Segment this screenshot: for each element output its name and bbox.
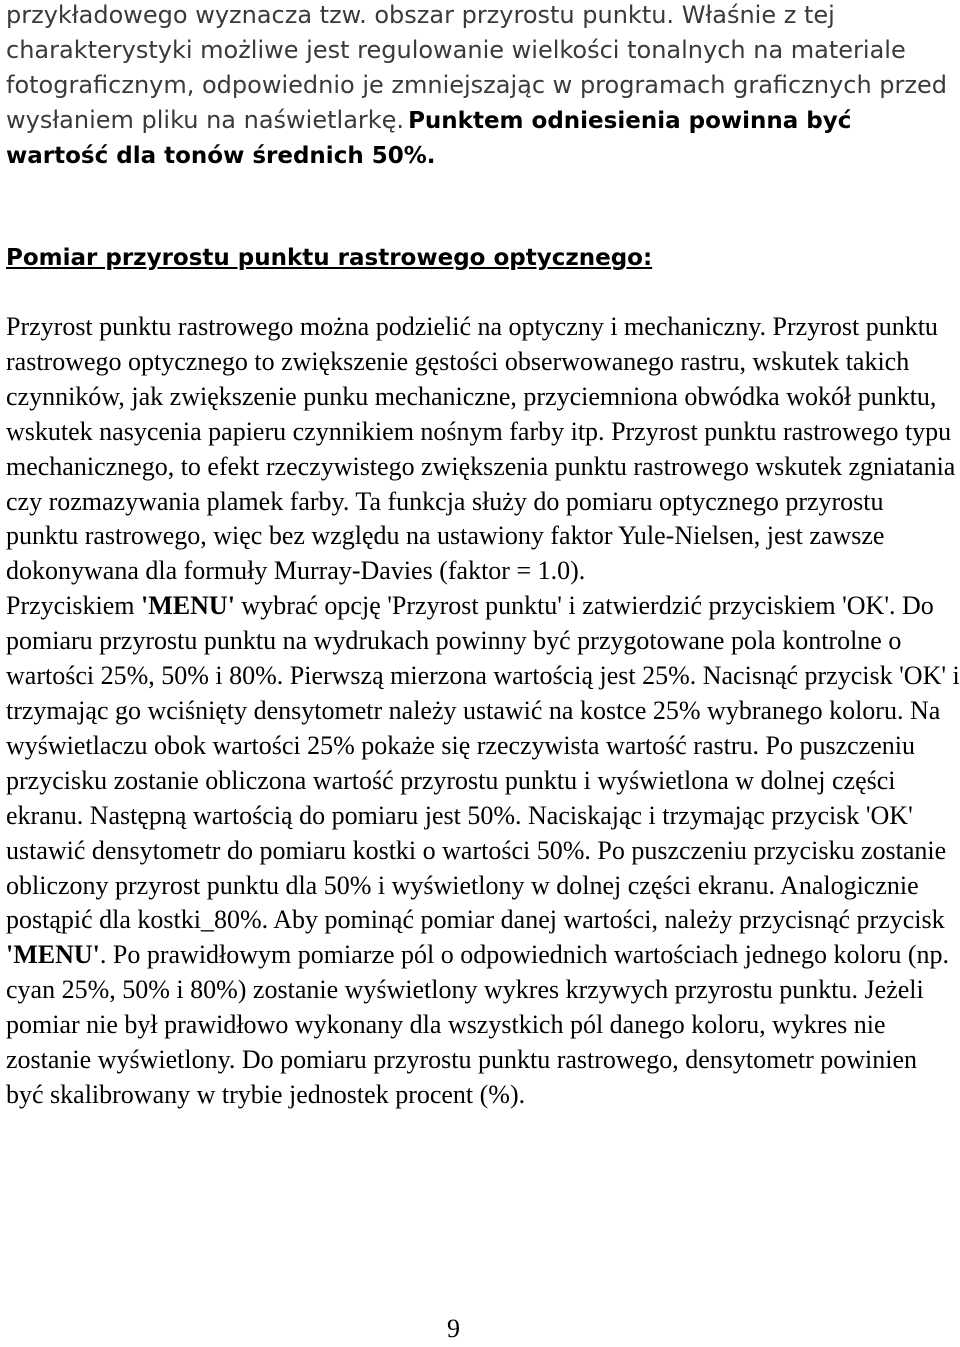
body-paragraph-2 bbox=[6, 589, 960, 1113]
instruction-text-b: wybrać opcję 'Przyrost punktu' i zatwierdzić przyciskiem 'OK'. bbox=[234, 591, 896, 621]
mechanical-definition: Przyrost punktu rastrowego typu mechanicznego, to efekt rzeczywistego zwiększenia punktu rastrowego wskutek zgniatania czy rozmazywania plamek farby. bbox=[6, 416, 956, 516]
function-description: Ta funkcja służy do pomiaru optycznego przyrostu punktu rastrowego, więc bez względu na ustawiony faktor Yule-Nielsen, jest zawsze dokonywana dla formuły Murray-Davies (faktor = 1.0). bbox=[6, 486, 885, 586]
section-body bbox=[6, 310, 960, 1113]
instruction-text-d: . Po prawidłowym pomiarze pól o odpowiednich wartościach jednego koloru (np. cyan 25%, 50% i 80%) zostanie wyświetlony wykres krzywych przyrostu punktu. Jeżeli pomiar nie był prawidłowo wykonany dla wszystkich pól danego koloru, wykres nie zostanie wyświetlony. Do pomiaru przyrostu punktu rastrowego, densytometr powinien być skalibrowany w trybie jednostek procent (%). bbox=[6, 940, 950, 1109]
intro-paragraph bbox=[6, 0, 956, 174]
section-heading: Pomiar przyrostu punktu rastrowego optycznego: bbox=[6, 245, 653, 271]
menu-key-label-2: 'MENU' bbox=[6, 940, 100, 970]
lead-sentence: Przyrost punktu rastrowego można podzielić na optyczny i mechaniczny. bbox=[6, 312, 767, 341]
menu-key-label: 'MENU' bbox=[141, 591, 235, 621]
body-paragraph-1 bbox=[6, 310, 960, 589]
optical-definition: Przyrost punktu rastrowego optycznego to zwiększenie gęstości obserwowanego rastru, wskutek takich czynników, jak zwiększenie punku mechaniczne, przyciemniona obwódka wokół punktu, wskutek nasycenia papieru czynnikiem nośnym farby itp. bbox=[6, 312, 938, 446]
intro-bold-statement: Punktem odniesienia powinna być wartość dla tonów średnich 50%. bbox=[6, 107, 852, 169]
instruction-text-c: Do pomiaru przyrostu punktu na wydrukach powinny być przygotowane pola kontrolne o wartości 25%, 50% i 80%. Pierwszą mierzona wartością jest 25%. Nacisnąć przycisk 'OK' i trzymając go wciśnięty densytometr należy ustawić na kostce 25% wybranego koloru. Na wyświetlaczu obok wartości 25% pokaże się rzeczywista wartość rastru. Po puszczeniu przycisku zostanie obliczona wartość przyrostu punktu i wyświetlona w dolnej części ekranu. Następną wartością do pomiaru jest 50%. Naciskając i trzymając przycisk 'OK' ustawić densytometr do pomiaru kostki o wartości 50%. Po puszczeniu przycisku zostanie obliczony przyrost punktu dla 50% i wyświetlony w dolnej części ekranu. Analogicznie postąpić dla kostki_80%. Aby pominąć pomiar danej wartości, należy przycisnąć przycisk bbox=[6, 591, 960, 935]
instruction-text-a: Przyciskiem bbox=[6, 591, 142, 621]
intro-text: przykładowego wyznacza tzw. obszar przyrostu punktu. Właśnie z tej charakterystyki możliwe jest regulowanie wielkości tonalnych na materiale fotograficznym, odpowiednio je zmniejszając w programach graficznych przed wysłaniem pliku na naświetlarkę. bbox=[6, 1, 947, 134]
page-number: 9 bbox=[447, 1314, 460, 1343]
document-page bbox=[6, 0, 960, 1109]
